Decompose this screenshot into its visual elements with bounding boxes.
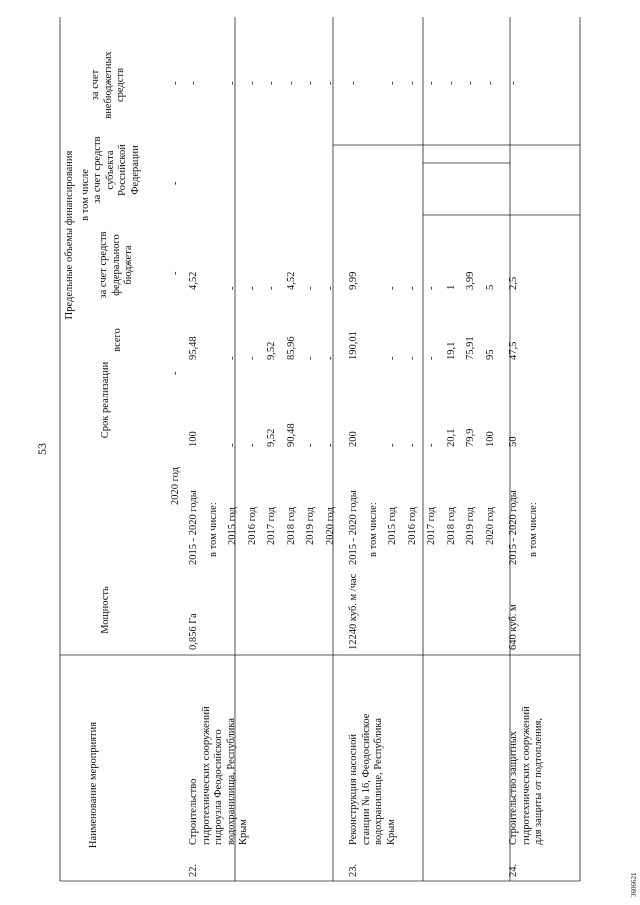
- row-federal: -: [246, 356, 258, 360]
- row-term: 2018 год: [445, 507, 457, 545]
- row-regional: -: [406, 286, 418, 290]
- row-federal: 190,01: [348, 331, 359, 360]
- row-offbudget: -: [508, 81, 519, 85]
- row-offbudget: -: [484, 81, 496, 85]
- row-total: 50: [508, 436, 519, 447]
- row-regional: -: [246, 286, 258, 290]
- header-including: в том числе: [80, 169, 91, 221]
- row-regional: 1: [445, 284, 457, 290]
- row-total: 20,1: [445, 428, 457, 447]
- row-total: -: [305, 443, 316, 447]
- item-name-line: станции № 16, Феодосийское: [360, 713, 372, 845]
- item-name-line: Крым: [385, 819, 397, 845]
- row-regional: 4,52: [188, 271, 199, 290]
- row-term: 2015 - 2020 годы: [508, 490, 519, 565]
- carry-regional: -: [170, 181, 181, 185]
- row-regional: -: [324, 286, 336, 290]
- item-name-line: гидротехнических сооружений: [200, 706, 212, 845]
- header-name: Наименование мероприятия: [88, 721, 99, 849]
- header-total: всего: [112, 328, 123, 352]
- row-regional: 9,99: [348, 271, 359, 290]
- page-number: 53: [35, 443, 49, 455]
- row-total: 200: [348, 431, 359, 447]
- header-offbudget: за счет внебюджетных средств: [90, 51, 126, 119]
- row-regional: -: [227, 286, 238, 290]
- row-term: 2020 год: [484, 507, 496, 545]
- row-regional: -: [426, 286, 437, 290]
- row-term: 2016 год: [246, 507, 258, 545]
- row-regional: 5: [484, 284, 496, 290]
- row-offbudget: -: [465, 81, 476, 85]
- row-total: 79,9: [465, 428, 476, 447]
- row-federal: -: [305, 356, 316, 360]
- row-offbudget: -: [426, 81, 437, 85]
- row-term: в том числе:: [207, 502, 219, 557]
- row-federal: 95: [484, 349, 496, 360]
- row-total: -: [324, 443, 336, 447]
- item-name-line: Строительство защитных: [508, 730, 519, 845]
- row-federal: 75,91: [465, 336, 476, 360]
- row-federal: 95,48: [188, 336, 199, 360]
- row-federal: -: [227, 356, 238, 360]
- item-name-line: водохранилища, Республика: [225, 718, 237, 845]
- row-offbudget: -: [285, 81, 297, 85]
- row-federal: -: [387, 356, 398, 360]
- row-offbudget: -: [227, 81, 238, 85]
- item-number: 22.: [188, 863, 199, 877]
- item-number: 24.: [508, 863, 519, 877]
- row-term: 2018 год: [285, 507, 297, 545]
- row-total: 100: [188, 431, 199, 447]
- row-regional: -: [266, 286, 277, 290]
- row-offbudget: -: [445, 81, 457, 85]
- row-offbudget: -: [406, 81, 418, 85]
- row-total: 100: [484, 431, 496, 447]
- row-term: 2015 год: [227, 507, 238, 545]
- row-regional: 3,99: [465, 271, 476, 290]
- row-term: 2017 год: [266, 507, 277, 545]
- row-offbudget: -: [305, 81, 316, 85]
- row-federal: -: [426, 356, 437, 360]
- row-regional: -: [387, 286, 398, 290]
- header-capacity: Мощность: [100, 586, 111, 634]
- row-term: 2015 - 2020 годы: [348, 490, 359, 565]
- item-name-line: для защиты от подтопления,: [533, 718, 544, 845]
- row-federal: 9,52: [266, 341, 277, 360]
- row-term: 2016 год: [406, 507, 418, 545]
- document-code: 3606621: [630, 872, 638, 897]
- header-regional: за счет средств субъекта Российской Федерации: [92, 136, 141, 204]
- row-regional: 4,52: [285, 271, 297, 290]
- item-number: 23.: [348, 863, 359, 877]
- item-capacity: 640 куб. м: [508, 604, 519, 650]
- item-name-line: Крым: [238, 819, 249, 845]
- row-total: -: [246, 443, 258, 447]
- row-offbudget: -: [324, 81, 336, 85]
- row-total: -: [387, 443, 398, 447]
- row-total: -: [227, 443, 238, 447]
- row-offbudget: -: [266, 81, 277, 85]
- row-term: 2015 - 2020 годы: [188, 490, 199, 565]
- row-federal: 19,1: [445, 341, 457, 360]
- row-term: 2019 год: [465, 507, 476, 545]
- row-total: -: [426, 443, 437, 447]
- row-offbudget: -: [188, 81, 199, 85]
- item-capacity: 12240 куб. м /час: [348, 573, 359, 650]
- header-financing: Предельные объемы финансирования: [64, 150, 75, 320]
- item-capacity: 0,856 Га: [188, 613, 199, 650]
- row-federal: 85,96: [285, 336, 297, 360]
- carry-federal: -: [170, 271, 181, 275]
- row-offbudget: -: [387, 81, 398, 85]
- row-term: 2020 год: [324, 507, 336, 545]
- row-federal: 47,5: [508, 341, 519, 360]
- row-total: -: [406, 443, 418, 447]
- row-term: 2019 год: [305, 507, 316, 545]
- row-total: 9,52: [266, 428, 277, 447]
- row-term: в том числе:: [367, 502, 379, 557]
- item-name-line: Реконструкция насосной: [348, 734, 359, 845]
- row-term: 2015 год: [387, 507, 398, 545]
- row-federal: -: [324, 356, 336, 360]
- row-term: 2017 год: [426, 507, 437, 545]
- row-offbudget: -: [246, 81, 258, 85]
- row-regional: 2,5: [508, 276, 519, 290]
- carry-term: 2020 год: [170, 467, 181, 505]
- row-term: в том числе:: [527, 502, 539, 557]
- carry-offbudget: -: [170, 81, 181, 85]
- row-offbudget: -: [348, 81, 359, 85]
- item-name-line: Строительство: [188, 778, 199, 845]
- carry-total: -: [170, 371, 181, 375]
- item-name-line: водохранилище, Республика: [373, 718, 384, 845]
- header-federal: за счет средств федерального бюджета: [98, 231, 134, 299]
- row-regional: -: [305, 286, 316, 290]
- item-name-line: гидроузла Феодосийского: [213, 729, 224, 845]
- row-total: 90,48: [285, 423, 297, 447]
- item-name-line: гидротехнических сооружений: [520, 706, 532, 845]
- header-term: Срок реализации: [100, 361, 111, 439]
- row-federal: -: [406, 356, 418, 360]
